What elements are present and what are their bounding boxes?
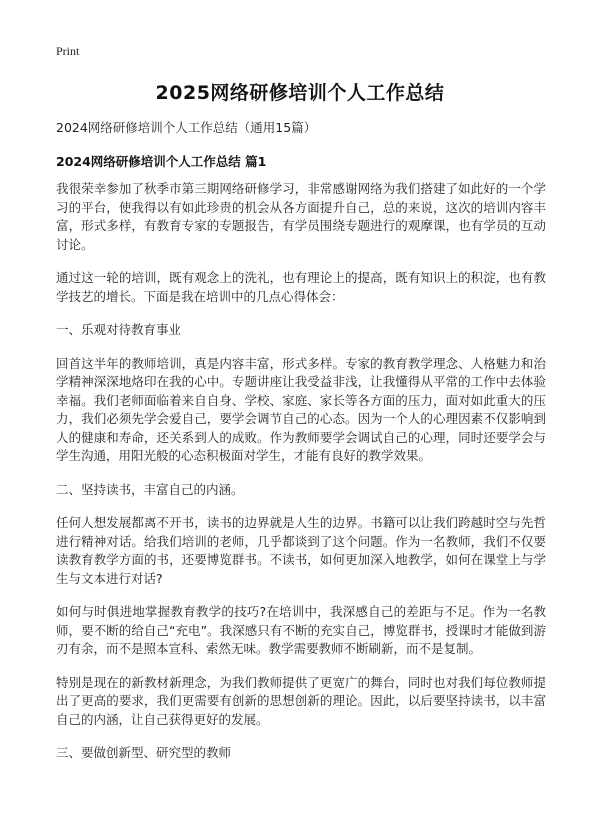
- subheading-1: 一、乐观对待教育事业: [56, 322, 182, 337]
- document-subtitle: 2024网络研修培训个人工作总结（通用15篇）: [56, 120, 317, 135]
- paragraph-summary: 通过这一轮的培训，既有观念上的洗礼，也有理论上的提高，既有知识上的积淀，也有教学技艺的增长。下面是我在培训中的几点心得体会：: [56, 270, 546, 304]
- paragraph-intro: 我很荣幸参加了秋季市第三期网络研修学习，非常感谢网络为我们搭建了如此好的一个学习的平台，使我得以有如此珍贵的机会从各方面提升自己，总的来说，这次的培训内容丰富，形式多样，有教育专家的专题报告，有学员围绕专题进行的观摩课，也有学员的互动讨论。: [56, 181, 546, 252]
- subheading-3: 三、要做创新型、研究型的教师: [56, 745, 232, 760]
- section-heading: 2024网络研修培训个人工作总结 篇1: [56, 154, 267, 169]
- print-link[interactable]: Print: [56, 44, 80, 58]
- paragraph-new-curriculum: 特别是现在的新教材新理念，为我们教师提供了更宽广的舞台，同时也对我们每位教师提出了更高的要求，我们更需要有创新的思想创新的理论。因此，以后要坚持读书，以丰富自己的内涵，让自己获得更好的发展。: [56, 674, 546, 727]
- document-body: [56, 180, 546, 778]
- paragraph-reading: 任何人想发展都离不开书，读书的边界就是人生的边界。书籍可以让我们跨越时空与先哲进行精神对话。给我们培训的老师，几乎都谈到了这个问题。作为一名教师，我们不仅要读教育教学方面的书，还要博览群书。不读书，如何更加深入地教学，如何在课堂上与学生与文本进行对话?: [56, 515, 546, 586]
- subheading-2: 二、坚持读书，丰富自己的内涵。: [56, 481, 244, 497]
- document-title: 2025网络研修培训个人工作总结: [155, 82, 445, 104]
- paragraph-optimism: 回首这半年的教师培训，真是内容丰富，形式多样。专家的教育教学理念、人格魅力和治学精神深深地烙印在我的心中。专题讲座让我受益非浅，让我懂得从平常的工作中去体验幸福。我们老师面临着来自自身、学校、家庭、家长等各方面的压力，面对如此重大的压力，我们必须先学会爱自己，要学会调节自己的心态。因为一个人的心理因素不仅影响到人的健康和寿命，还关系到人的成败。作为教师要学会调试自己的心理，同时还要学会与学生沟通，用阳光般的心态积极面对学生，才能有良好的教学效果。: [56, 355, 546, 463]
- paragraph-skills: 如何与时俱进地掌握教育教学的技巧?在培训中，我深感自己的差距与不足。作为一名教师，要不断的给自己“充电”。我深感只有不断的充实自己，博览群书，授课时才能做到游刃有余，而不是照本宣科、索然无味。教学需要教师不断刷新，而不是复制。: [56, 604, 546, 656]
